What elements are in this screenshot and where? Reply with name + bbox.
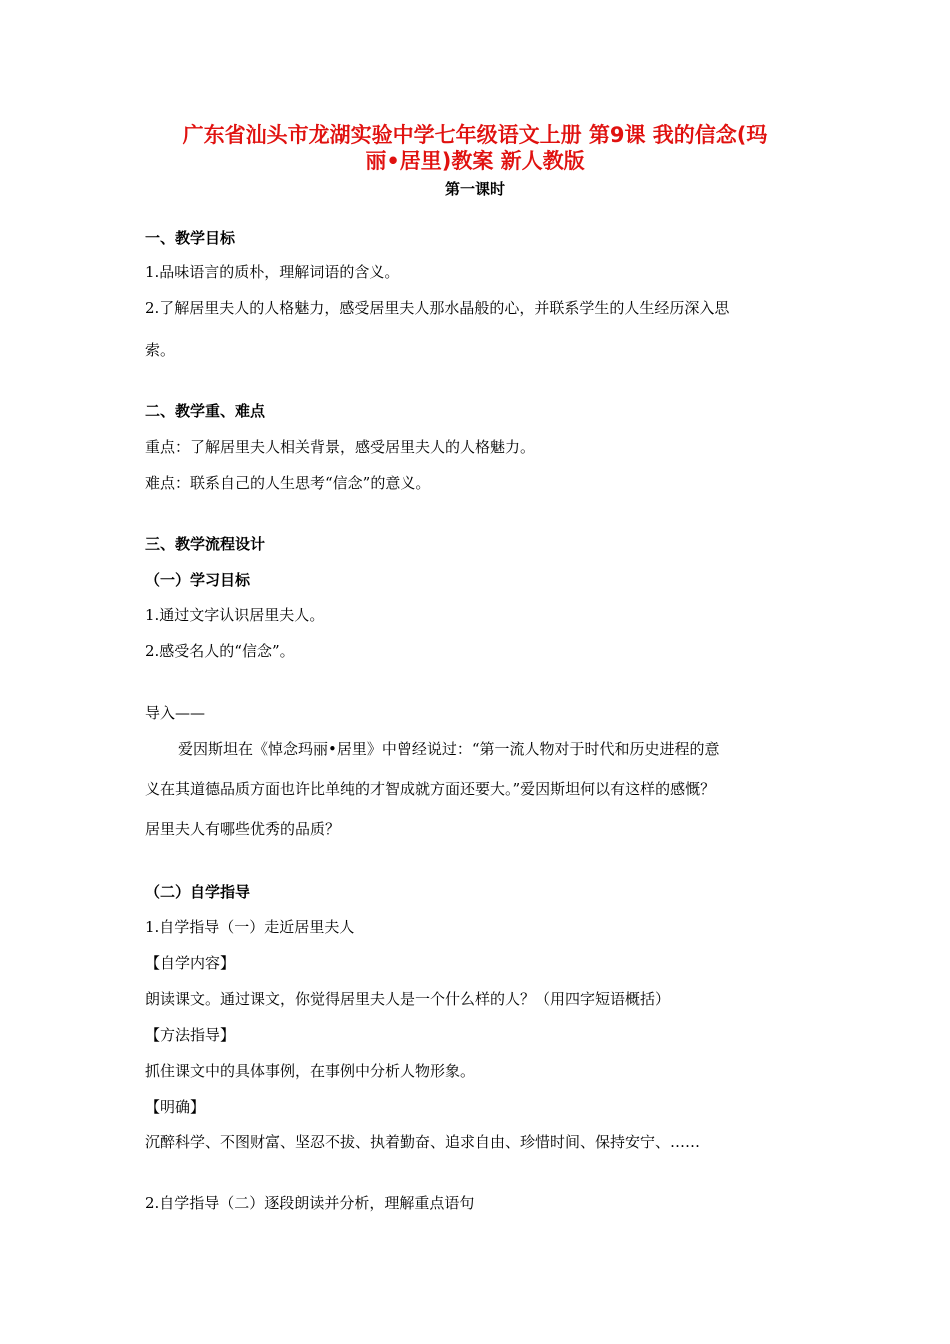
difficult-point-text: 难点：联系自己的人生思考“信念”的意义。 [145,474,431,492]
objective-item-1: 1.品味语言的质朴，理解词语的含义。 [145,263,400,281]
subsection-learning-goals: （一）学习目标 [145,571,251,589]
answer-text: 沉醉科学、不图财富、坚忍不拔、执着勤奋、追求自由、珍惜时间、保持安宁、…… [145,1133,701,1151]
document-title-line1: 广东省汕头市龙湖实验中学七年级语文上册 第9课 我的信念(玛 [182,123,768,147]
learning-goal-2: 2.感受名人的“信念”。 [145,642,295,660]
self-study-guide-1: 1.自学指导（一）走近居里夫人 [145,918,355,936]
objective-item-2-line1: 2.了解居里夫人的人格魅力，感受居里夫人那水晶般的心，并联系学生的人生经历深入思 [145,299,730,317]
document-title-line2: 丽•居里)教案 新人教版 [365,149,585,173]
self-study-content-label: 【自学内容】 [145,954,236,972]
subsection-self-study: （二）自学指导 [145,883,251,901]
method-guide-text: 抓住课文中的具体事例，在事例中分析人物形象。 [145,1062,476,1080]
intro-paragraph-line2: 义在其道德品质方面也许比单纯的才智成就方面还要大。”爱因斯坦何以有这样的感慨？ [145,780,716,798]
answer-label: 【明确】 [145,1098,206,1116]
intro-paragraph-line3: 居里夫人有哪些优秀的品质？ [145,820,341,838]
self-study-content-text: 朗读课文。通过课文，你觉得居里夫人是一个什么样的人？（用四字短语概括） [145,990,671,1008]
key-point-text: 重点：了解居里夫人相关背景，感受居里夫人的人格魅力。 [145,438,536,456]
section-heading-objectives: 一、教学目标 [145,229,236,247]
objective-item-2-line2: 索。 [145,341,176,359]
intro-paragraph-line1: 爱因斯坦在《悼念玛丽•居里》中曾经说过：“第一流人物对于时代和历史进程的意 [178,740,720,758]
section-heading-key-points: 二、教学重、难点 [145,402,266,420]
document-subtitle: 第一课时 [444,180,505,198]
method-guide-label: 【方法指导】 [145,1026,236,1044]
learning-goal-1: 1.通过文字认识居里夫人。 [145,606,325,624]
section-heading-process: 三、教学流程设计 [145,535,266,553]
self-study-guide-2: 2.自学指导（二）逐段朗读并分析，理解重点语句 [145,1194,475,1212]
intro-label: 导入—— [145,704,206,722]
